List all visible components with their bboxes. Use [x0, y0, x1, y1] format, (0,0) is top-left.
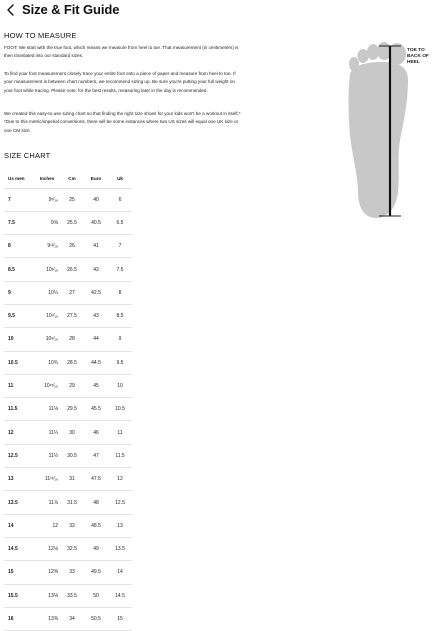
how-to-measure-heading: HOW TO MEASURE — [4, 31, 77, 40]
cell-euro: 45 — [84, 374, 108, 397]
cell-cm: 28 — [60, 328, 84, 351]
cell-us-men: 15.5 — [4, 584, 34, 607]
cell-uk: 14 — [108, 561, 132, 584]
cell-uk: 12 — [108, 468, 132, 491]
table-row — [4, 374, 132, 397]
cell-uk: 8 — [108, 281, 132, 304]
cell-inches: 11¹¹⁄₁₆ — [34, 468, 60, 491]
cell-uk: 10.5 — [108, 398, 132, 421]
cell-uk: 11 — [108, 421, 132, 444]
cell-cm: 31.5 — [60, 491, 84, 514]
cell-cm: 33 — [60, 561, 84, 584]
cell-euro: 43 — [84, 304, 108, 327]
table-row — [4, 491, 132, 514]
cell-uk: 13.5 — [108, 537, 132, 560]
cell-us-men: 7 — [4, 188, 34, 211]
cell-inches: 13⅛ — [34, 584, 60, 607]
measure-paragraph-tracing: To find your foot measurement closely trace your entire foot onto a piece of paper and measure from heel to toe. If your measurement is between chart numbers, we recommend sizing up. Be sure you're putting your full weight on your foot while tracing. Please note: for the best results, measuring later in the day is recommended. — [4, 71, 236, 93]
cell-us-men: 16 — [4, 607, 34, 630]
chevron-left-icon — [4, 2, 18, 18]
cell-cm: 26 — [60, 235, 84, 258]
cell-us-men: 9.5 — [4, 304, 34, 327]
cell-us-men: 12 — [4, 421, 34, 444]
cell-cm: 25 — [60, 188, 84, 211]
table-row — [4, 328, 132, 351]
table-row — [4, 537, 132, 560]
column-header-euro: Euro — [84, 170, 108, 188]
cell-uk: 9 — [108, 328, 132, 351]
table-row — [4, 258, 132, 281]
cell-us-men: 10 — [4, 328, 34, 351]
cell-euro: 48.5 — [84, 514, 108, 537]
cell-us-men: 13.5 — [4, 491, 34, 514]
cell-us-men: 14 — [4, 514, 34, 537]
cell-us-men: 14.5 — [4, 537, 34, 560]
cell-us-men: 13 — [4, 468, 34, 491]
cell-euro: 44.5 — [84, 351, 108, 374]
cell-inches: 13⅜ — [34, 607, 60, 630]
column-header-uk: Uk — [108, 170, 132, 188]
size-chart-heading: SIZE CHART — [4, 151, 51, 160]
cell-euro: 50 — [84, 584, 108, 607]
cell-us-men: 8.5 — [4, 258, 34, 281]
size-chart-table — [4, 170, 132, 631]
cell-euro: 48 — [84, 491, 108, 514]
cell-us-men: 9 — [4, 281, 34, 304]
toe-to-heel-label: TOE TO BACK OF HEEL — [407, 48, 429, 65]
page-title: Size & Fit Guide — [22, 2, 120, 17]
back-button[interactable] — [4, 2, 18, 18]
cell-cm: 30 — [60, 421, 84, 444]
table-row — [4, 584, 132, 607]
cell-euro: 47 — [84, 444, 108, 467]
cell-euro: 40.5 — [84, 211, 108, 234]
cell-cm: 25.5 — [60, 211, 84, 234]
cell-cm: 34 — [60, 607, 84, 630]
cell-euro: 47.5 — [84, 468, 108, 491]
cell-euro: 42.5 — [84, 281, 108, 304]
cell-uk: 7.5 — [108, 258, 132, 281]
foot-measurement-figure — [330, 40, 437, 222]
cell-cm: 31 — [60, 468, 84, 491]
cell-uk: 15 — [108, 607, 132, 630]
cell-uk: 13 — [108, 514, 132, 537]
cell-cm: 27.5 — [60, 304, 84, 327]
cell-inches: 9⅝ — [34, 211, 60, 234]
cell-cm: 33.5 — [60, 584, 84, 607]
cell-cm: 30.5 — [60, 444, 84, 467]
cell-inches: 12⅛ — [34, 537, 60, 560]
table-row — [4, 561, 132, 584]
cell-inches: 12 — [34, 514, 60, 537]
cell-us-men: 11.5 — [4, 398, 34, 421]
cell-euro: 50.5 — [84, 607, 108, 630]
table-row — [4, 281, 132, 304]
cell-inches: 10¹⁵⁄₁₆ — [34, 374, 60, 397]
cell-inches: 12⅜ — [34, 561, 60, 584]
column-header-us-men: Us men — [4, 170, 34, 188]
cell-euro: 46 — [84, 421, 108, 444]
cell-us-men: 12.5 — [4, 444, 34, 467]
table-row — [4, 468, 132, 491]
cell-inches: 10¾ — [34, 351, 60, 374]
table-row — [4, 235, 132, 258]
cell-euro: 45.5 — [84, 398, 108, 421]
cell-euro: 40 — [84, 188, 108, 211]
cell-euro: 41 — [84, 235, 108, 258]
table-row — [4, 421, 132, 444]
table-row — [4, 444, 132, 467]
table-row — [4, 514, 132, 537]
cell-euro: 42 — [84, 258, 108, 281]
cell-us-men: 7.5 — [4, 211, 34, 234]
cell-cm: 29 — [60, 374, 84, 397]
cell-cm: 32.5 — [60, 537, 84, 560]
cell-inches: 9¹³⁄₁₆ — [34, 235, 60, 258]
cell-us-men: 15 — [4, 561, 34, 584]
cell-cm: 29.5 — [60, 398, 84, 421]
column-header-cm: Cm — [60, 170, 84, 188]
cell-uk: 14.5 — [108, 584, 132, 607]
cell-uk: 11.5 — [108, 444, 132, 467]
cell-cm: 27 — [60, 281, 84, 304]
cell-cm: 32 — [60, 514, 84, 537]
measure-paragraph-foot: FOOT: We start with the true foot, which means we measure from heel to toe. That measurement (in centimeters) is then translated into our standard sizes. — [4, 45, 239, 59]
cell-euro: 49 — [84, 537, 108, 560]
cell-euro: 49.5 — [84, 561, 108, 584]
cell-inches: 10⁹⁄₁₆ — [34, 328, 60, 351]
cell-euro: 44 — [84, 328, 108, 351]
cell-inches: 11⅛ — [34, 398, 60, 421]
table-row — [4, 398, 132, 421]
cell-uk: 9.5 — [108, 351, 132, 374]
cell-uk: 10 — [108, 374, 132, 397]
header — [0, 0, 437, 22]
cell-us-men: 10.5 — [4, 351, 34, 374]
cell-us-men: 11 — [4, 374, 34, 397]
cell-uk: 6.5 — [108, 211, 132, 234]
cell-inches: 9⁵⁄₁₆ — [34, 188, 60, 211]
cell-uk: 7 — [108, 235, 132, 258]
cell-inches: 11⅞ — [34, 491, 60, 514]
cell-inches: 11½ — [34, 444, 60, 467]
cell-cm: 26.5 — [60, 258, 84, 281]
cell-uk: 6 — [108, 188, 132, 211]
table-row — [4, 188, 132, 211]
cell-cm: 28.5 — [60, 351, 84, 374]
table-row — [4, 607, 132, 630]
cell-inches: 10⁷⁄₁₆ — [34, 304, 60, 327]
size-chart-header-row — [4, 170, 132, 188]
cell-inches: 11¼ — [34, 421, 60, 444]
cell-uk: 12.5 — [108, 491, 132, 514]
cell-inches: 10¼ — [34, 281, 60, 304]
cell-us-men: 8 — [4, 235, 34, 258]
measure-paragraph-chart-note: We created this easy-to-use sizing chart so that finding the right size shoes for your kids won't be a workout in itself.* *Due to this metric/imperial conversions, there will be some instances where two US sizes will equal one UK size or one CM size. — [4, 111, 241, 133]
table-row — [4, 211, 132, 234]
table-row — [4, 351, 132, 374]
foot-outline-icon — [330, 40, 437, 222]
cell-uk: 8.5 — [108, 304, 132, 327]
column-header-inches: Inches — [34, 170, 60, 188]
table-row — [4, 304, 132, 327]
cell-inches: 10¹⁄₁₆ — [34, 258, 60, 281]
